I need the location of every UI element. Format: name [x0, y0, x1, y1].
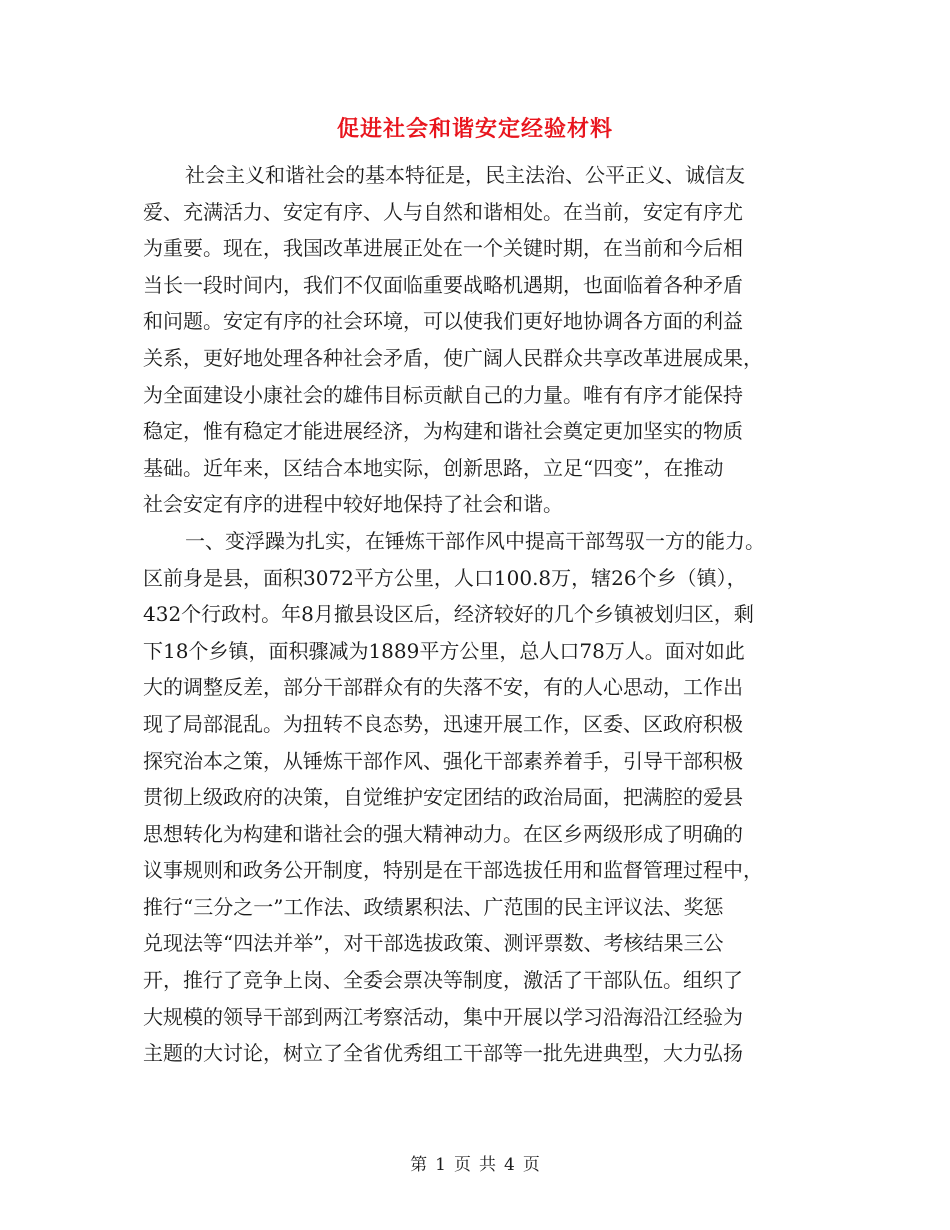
text-line: 探究治本之策，从锤炼干部作风、强化干部素养着手，引导干部积极 [143, 748, 743, 773]
text-line: 和问题。安定有序的社会环境，可以使我们更好地协调各方面的利益 [143, 309, 743, 334]
text-line: 区前身是县，面积3072平方公里，人口100.8万，辖26个乡（镇）， [143, 565, 747, 590]
text-line: 主题的大讨论，树立了全省优秀组工干部等一批先进典型，大力弘扬 [143, 1041, 743, 1066]
text-line: 贯彻上级政府的决策，自觉维护安定团结的政治局面，把满腔的爱县 [143, 785, 743, 810]
footer-middle: 页 [454, 1155, 471, 1175]
text-line: 推行“三分之一”工作法、政绩累积法、广范围的民主评议法、奖惩 [143, 894, 724, 919]
text-line: 大规模的领导干部到两江考察活动，集中开展以学习沿海沿江经验为 [143, 1004, 743, 1029]
footer-page-number: 1 [435, 1155, 446, 1175]
text-line: 社会主义和谐社会的基本特征是，民主法治、公平正义、诚信友 [185, 163, 745, 187]
document-title: 促进社会和谐安定经验材料 [336, 116, 613, 142]
text-line: 下18个乡镇，面积骤减为1889平方公里，总人口78万人。面对如此 [143, 638, 745, 663]
text-line: 当长一段时间内，我们不仅面临重要战略机遇期，也面临着各种矛盾 [143, 272, 743, 297]
text-line: 稳定，惟有稳定才能进展经济，为构建和谐社会奠定更加坚实的物质 [143, 419, 743, 444]
text-line: 为重要。现在，我国改革进展正处在一个关键时期，在当前和今后相 [143, 236, 743, 261]
text-line: 爱、充满活力、安定有序、人与自然和谐相处。在当前，安定有序尤 [143, 199, 743, 224]
text-line: 思想转化为构建和谐社会的强大精神动力。在区乡两级形成了明确的 [143, 821, 743, 846]
text-line: 开，推行了竞争上岗、全委会票决等制度，激活了干部队伍。组织了 [143, 968, 743, 993]
footer-total-label: 共 [479, 1155, 496, 1175]
footer-suffix: 页 [522, 1155, 540, 1175]
text-line: 议事规则和政务公开制度，特别是在干部选拔任用和监督管理过程中， [143, 858, 763, 883]
text-line: 基础。近年来，区结合本地实际，创新思路，立足“四变”，在推动 [143, 455, 724, 480]
page-footer [0, 1150, 950, 1175]
text-line: 兑现法等“四法并举”，对干部选拔政策、测评票数、考核结果三公 [143, 931, 724, 956]
text-line: 社会安定有序的进程中较好地保持了社会和谐。 [143, 492, 563, 517]
footer-total-pages: 4 [504, 1155, 515, 1175]
text-line: 一、变浮躁为扎实，在锤炼干部作风中提高干部驾驭一方的能力。 [185, 528, 765, 553]
text-line: 为全面建设小康社会的雄伟目标贡献自己的力量。唯有有序才能保持 [143, 382, 743, 407]
text-line: 现了局部混乱。为扭转不良态势，迅速开展工作，区委、区政府积极 [143, 711, 743, 736]
text-line: 大的调整反差，部分干部群众有的失落不安，有的人心思动，工作出 [143, 675, 743, 700]
document-body [143, 157, 813, 1072]
text-line: 关系，更好地处理各种社会矛盾，使广阔人民群众共享改革进展成果， [143, 345, 763, 370]
text-line: 432个行政村。年8月撤县设区后，经济较好的几个乡镇被划归区，剩 [143, 602, 754, 627]
footer-prefix: 第 [410, 1155, 428, 1175]
